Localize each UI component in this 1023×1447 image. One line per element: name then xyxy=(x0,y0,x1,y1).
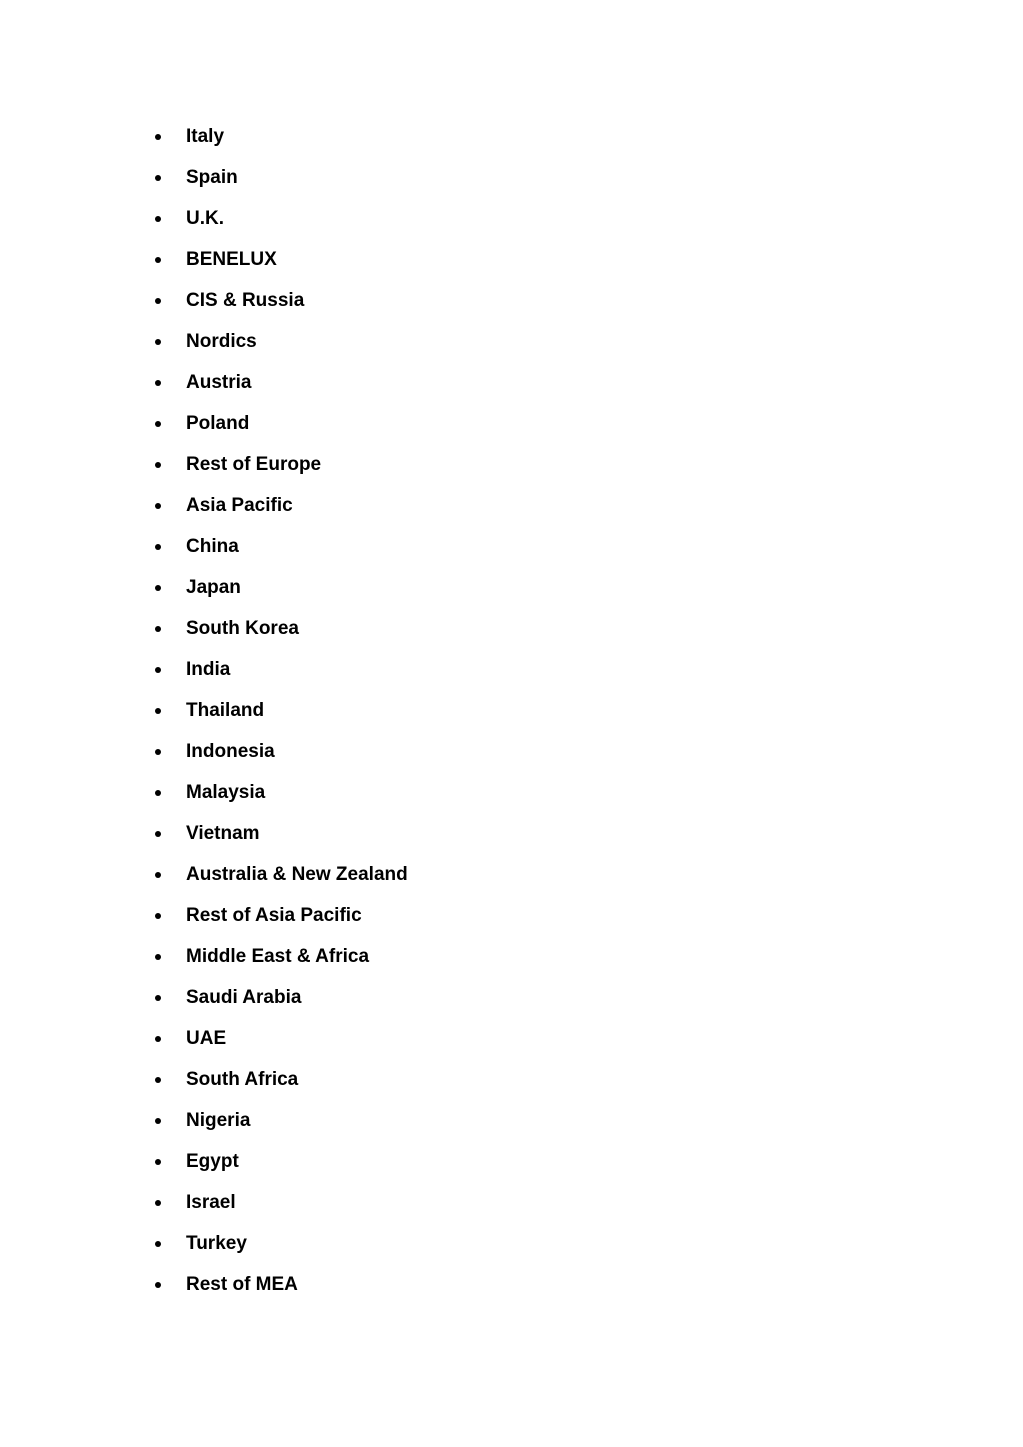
list-item xyxy=(0,1141,408,1182)
list-item xyxy=(0,567,408,608)
list-item-label: South Korea xyxy=(186,618,299,639)
list-item-label: CIS & Russia xyxy=(186,290,305,311)
bullet-icon xyxy=(155,175,161,181)
bullet-icon xyxy=(155,503,161,509)
bullet-icon xyxy=(155,1118,161,1124)
bullet-icon xyxy=(155,1241,161,1247)
list-item-label: Italy xyxy=(186,126,225,147)
list-item xyxy=(0,854,408,895)
list-item-label: Middle East & Africa xyxy=(186,946,370,967)
region-list xyxy=(0,116,408,1305)
bullet-icon xyxy=(155,1200,161,1206)
list-item xyxy=(0,731,408,772)
list-item xyxy=(0,280,408,321)
list-item xyxy=(0,362,408,403)
list-item-label: Saudi Arabia xyxy=(186,987,302,1008)
list-item-label: Asia Pacific xyxy=(186,495,293,516)
list-item xyxy=(0,895,408,936)
bullet-icon xyxy=(155,708,161,714)
list-item xyxy=(0,157,408,198)
bullet-icon xyxy=(155,667,161,673)
list-item xyxy=(0,198,408,239)
list-item-label: Rest of Asia Pacific xyxy=(186,905,362,926)
bullet-icon xyxy=(155,1077,161,1083)
list-item xyxy=(0,116,408,157)
bullet-icon xyxy=(155,954,161,960)
list-item-label: Thailand xyxy=(186,700,265,721)
list-item-label: U.K. xyxy=(186,208,224,229)
list-item xyxy=(0,1018,408,1059)
bullet-icon xyxy=(155,872,161,878)
list-item xyxy=(0,936,408,977)
list-item-label: Vietnam xyxy=(186,823,260,844)
list-item xyxy=(0,321,408,362)
bullet-icon xyxy=(155,749,161,755)
list-item xyxy=(0,485,408,526)
list-item-label: China xyxy=(186,536,239,557)
list-item xyxy=(0,1182,408,1223)
list-item-label: Indonesia xyxy=(186,741,275,762)
list-item-label: Rest of MEA xyxy=(186,1274,298,1295)
list-item-label: Nordics xyxy=(186,331,257,352)
bullet-icon xyxy=(155,1282,161,1288)
list-item xyxy=(0,444,408,485)
bullet-icon xyxy=(155,1036,161,1042)
bullet-icon xyxy=(155,995,161,1001)
list-item xyxy=(0,403,408,444)
list-item xyxy=(0,526,408,567)
list-item-label: Egypt xyxy=(186,1151,239,1172)
list-item xyxy=(0,1264,408,1305)
list-item-label: Malaysia xyxy=(186,782,266,803)
bullet-icon xyxy=(155,913,161,919)
bullet-icon xyxy=(155,462,161,468)
bullet-icon xyxy=(155,257,161,263)
list-item-label: South Africa xyxy=(186,1069,299,1090)
bullet-icon xyxy=(155,585,161,591)
list-item-label: Japan xyxy=(186,577,241,598)
list-item-label: Poland xyxy=(186,413,250,434)
list-item-label: Nigeria xyxy=(186,1110,251,1131)
list-item-label: UAE xyxy=(186,1028,227,1049)
bullet-icon xyxy=(155,544,161,550)
list-item-label: Turkey xyxy=(186,1233,247,1254)
bullet-icon xyxy=(155,339,161,345)
bullet-icon xyxy=(155,831,161,837)
bullet-icon xyxy=(155,626,161,632)
list-item-label: India xyxy=(186,659,231,680)
list-item xyxy=(0,1223,408,1264)
list-item xyxy=(0,239,408,280)
bullet-icon xyxy=(155,1159,161,1165)
bullet-icon xyxy=(155,298,161,304)
list-item xyxy=(0,649,408,690)
list-item xyxy=(0,608,408,649)
list-item xyxy=(0,1100,408,1141)
list-item xyxy=(0,813,408,854)
list-item-label: Australia & New Zealand xyxy=(186,864,408,885)
bullet-icon xyxy=(155,790,161,796)
list-item-label: Austria xyxy=(186,372,252,393)
bullet-icon xyxy=(155,134,161,140)
bullet-icon xyxy=(155,216,161,222)
list-item xyxy=(0,977,408,1018)
list-item-label: Israel xyxy=(186,1192,236,1213)
list-item xyxy=(0,1059,408,1100)
list-item xyxy=(0,690,408,731)
list-item-label: Rest of Europe xyxy=(186,454,322,475)
list-item xyxy=(0,772,408,813)
bullet-icon xyxy=(155,380,161,386)
list-item-label: Spain xyxy=(186,167,238,188)
bullet-icon xyxy=(155,421,161,427)
list-item-label: BENELUX xyxy=(186,249,277,270)
